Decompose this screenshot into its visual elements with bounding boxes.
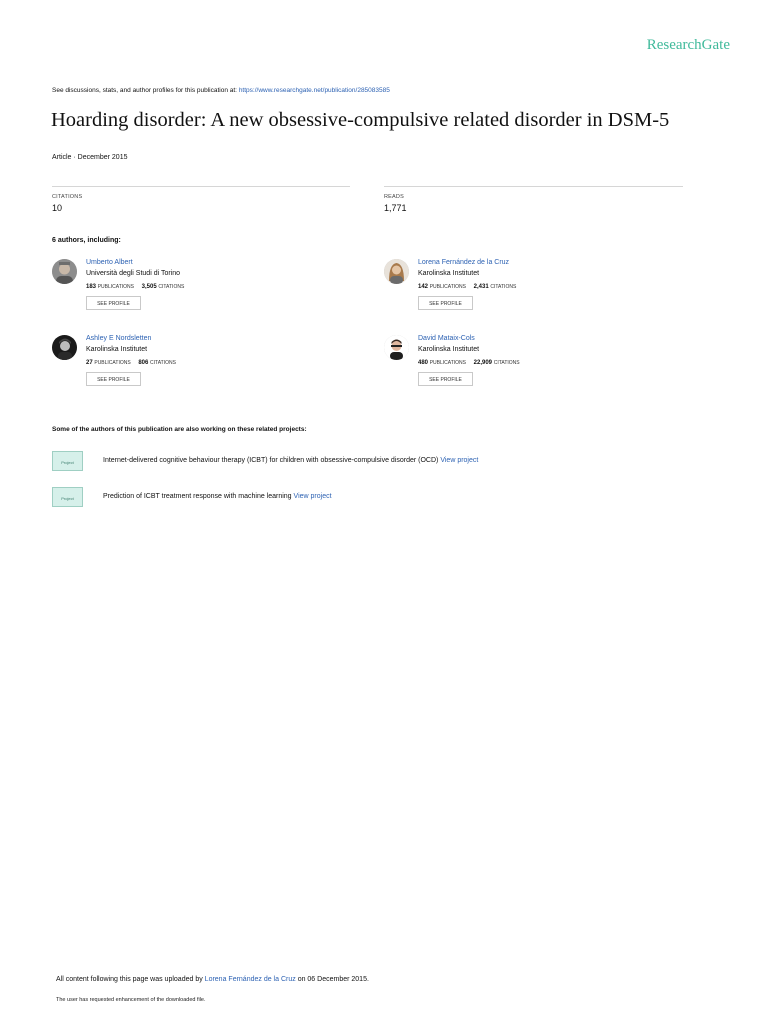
citations-label: CITATIONS	[493, 360, 520, 366]
citations-count: 3,505	[141, 284, 157, 290]
see-discussions-text: See discussions, stats, and author profiles for this publication at:	[52, 87, 237, 94]
avatar[interactable]	[384, 335, 409, 360]
enhancement-note: The user has requested enhancement of the downloaded file.	[56, 997, 206, 1003]
publications-label: PUBLICATIONS	[429, 360, 466, 366]
avatar[interactable]	[384, 259, 409, 284]
author-name-link[interactable]: David Mataix-Cols	[418, 335, 475, 342]
author-stats	[418, 360, 526, 366]
author-stats	[86, 284, 190, 290]
author-name-link[interactable]: Ashley E Nordsletten	[86, 335, 152, 342]
author-institution: Karolinska Institutet	[418, 270, 480, 277]
author-institution: Università degli Studi di Torino	[86, 270, 181, 277]
view-project-link[interactable]: View project	[293, 493, 332, 500]
project-icon-label: Project	[61, 460, 74, 465]
citations-count: 2,431	[473, 284, 489, 290]
author-name-link[interactable]: Lorena Fernández de la Cruz	[418, 259, 510, 266]
project-icon-label: Project	[61, 496, 74, 501]
project-title: Internet-delivered cognitive behaviour therapy (ICBT) for children with obsessive-compulsive disorder (OCD)	[103, 457, 439, 464]
reads-stat	[384, 186, 683, 213]
authors-heading: 6 authors, including:	[52, 237, 121, 244]
project-text	[103, 493, 332, 500]
upload-notice	[56, 976, 369, 983]
citations-label: CITATIONS	[52, 194, 83, 200]
reads-value: 1,771	[384, 203, 407, 213]
author-institution: Karolinska Institutet	[86, 346, 148, 353]
see-profile-button[interactable]: SEE PROFILE	[86, 372, 141, 386]
citations-stat	[52, 186, 350, 213]
uploader-link[interactable]: Lorena Fernández de la Cruz	[204, 976, 296, 983]
citations-count: 22,909	[473, 360, 493, 366]
publications-label: PUBLICATIONS	[94, 360, 131, 366]
citations-label: CITATIONS	[490, 284, 517, 290]
projects-heading: Some of the authors of this publication are also working on these related projects:	[52, 426, 307, 433]
publications-count: 27	[86, 360, 93, 366]
project-title: Prediction of ICBT treatment response with machine learning	[103, 493, 292, 500]
publications-count: 183	[86, 284, 97, 290]
author-name-link[interactable]: Umberto Albert	[86, 259, 133, 266]
researchgate-logo[interactable]: ResearchGate	[646, 37, 730, 53]
project-icon	[52, 451, 83, 471]
publications-count: 142	[418, 284, 429, 290]
publication-url-link[interactable]: https://www.researchgate.net/publication/285083585	[238, 87, 390, 94]
avatar[interactable]	[52, 259, 77, 284]
project-icon	[52, 487, 83, 507]
page-title: Hoarding disorder: A new obsessive-compulsive related disorder in DSM-5	[51, 109, 670, 131]
upload-prefix: All content following this page was uploaded by	[56, 976, 203, 983]
author-stats	[86, 360, 182, 366]
project-text	[103, 457, 478, 464]
see-profile-button[interactable]: SEE PROFILE	[418, 296, 473, 310]
upload-suffix: on 06 December 2015.	[297, 976, 369, 983]
see-profile-button[interactable]: SEE PROFILE	[418, 372, 473, 386]
citations-value: 10	[52, 203, 63, 213]
avatar[interactable]	[52, 335, 77, 360]
author-stats	[418, 284, 522, 290]
publications-label: PUBLICATIONS	[97, 284, 134, 290]
citations-count: 806	[138, 360, 149, 366]
citations-label: CITATIONS	[158, 284, 185, 290]
see-discussions-line	[52, 87, 390, 94]
author-institution: Karolinska Institutet	[418, 346, 480, 353]
view-project-link[interactable]: View project	[440, 457, 479, 464]
see-profile-button[interactable]: SEE PROFILE	[86, 296, 141, 310]
reads-label: READS	[384, 194, 404, 200]
publications-label: PUBLICATIONS	[429, 284, 466, 290]
publication-meta: Article · December 2015	[52, 154, 128, 161]
citations-label: CITATIONS	[150, 360, 176, 366]
publications-count: 480	[418, 360, 429, 366]
